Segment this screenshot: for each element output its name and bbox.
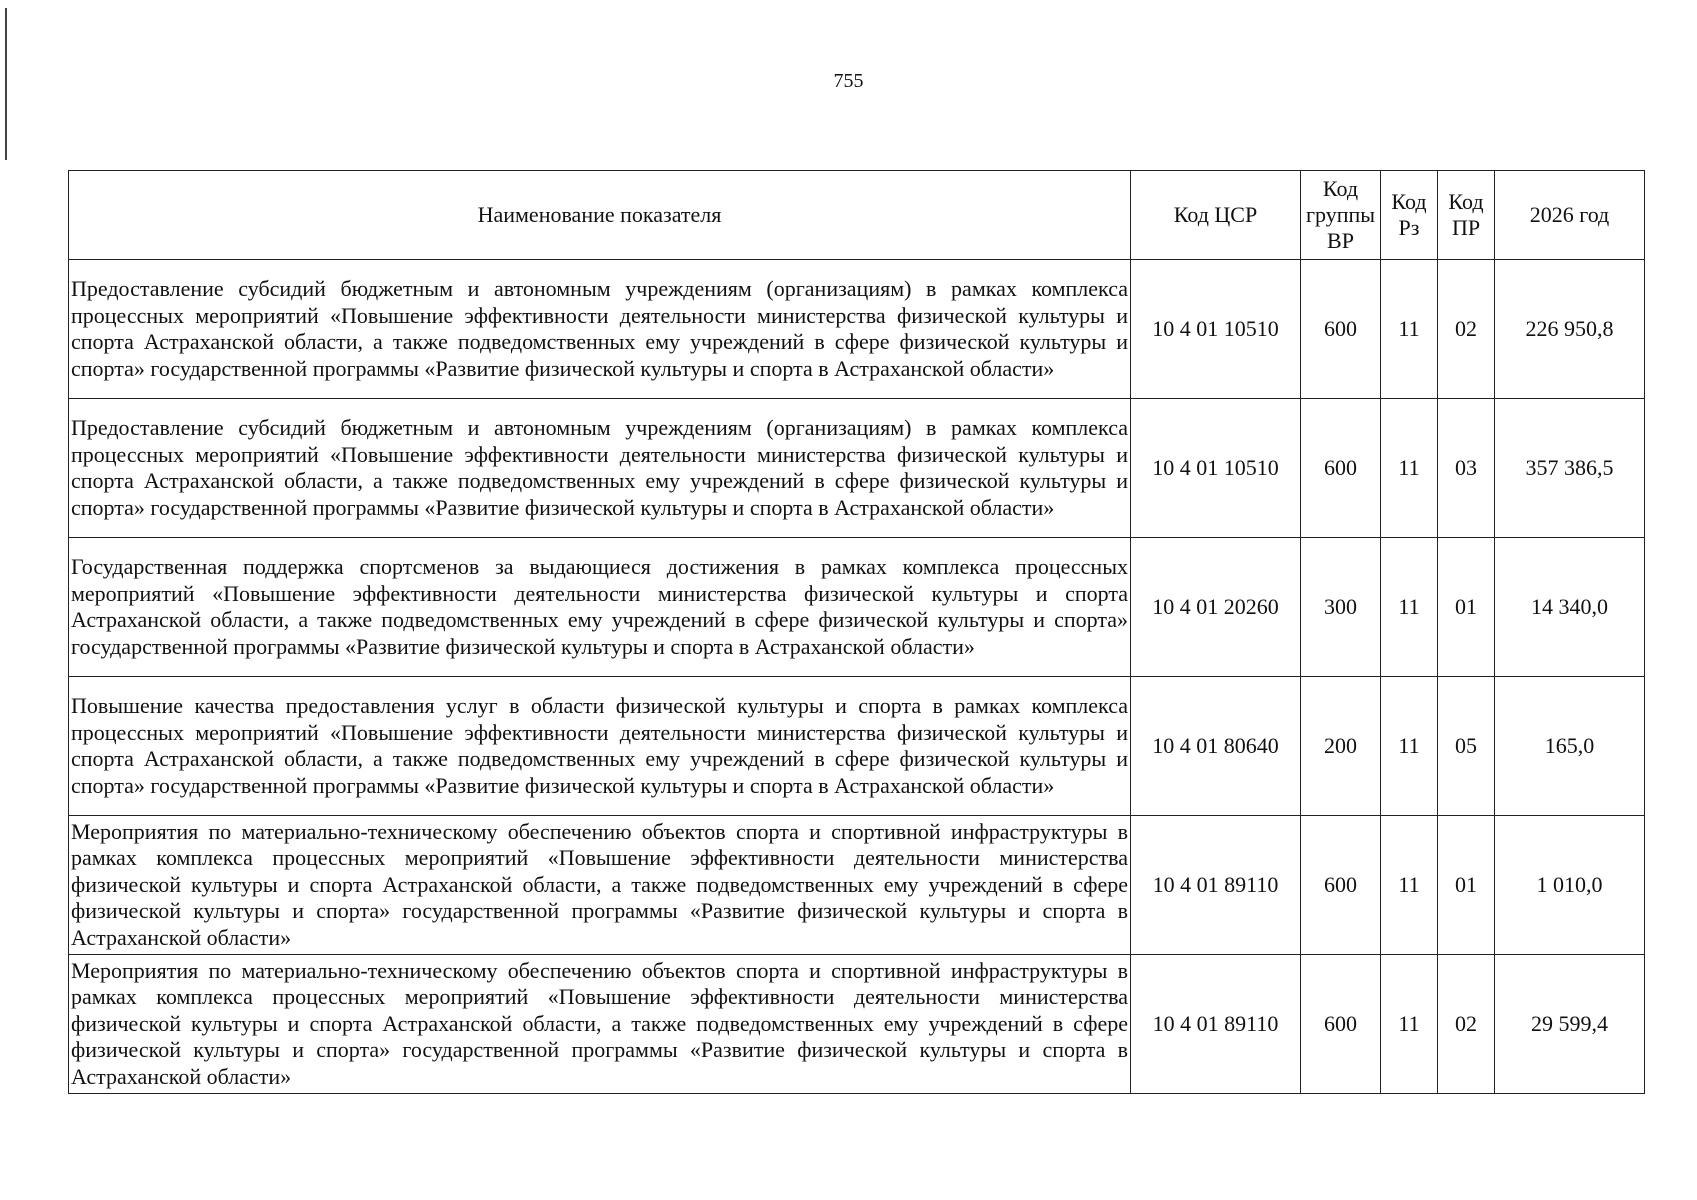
row-rz-code: 11 (1381, 538, 1438, 677)
row-rz-code: 11 (1381, 955, 1438, 1094)
table-row (69, 399, 1645, 538)
header-vr-group-code: Код группы ВР (1301, 171, 1381, 260)
row-amount: 226 950,8 (1495, 260, 1645, 399)
row-csr-code: 10 4 01 10510 (1131, 260, 1301, 399)
row-vr-code: 600 (1301, 955, 1381, 1094)
header-pr-code: Код ПР (1438, 171, 1495, 260)
row-vr-code: 600 (1301, 260, 1381, 399)
table-row (69, 816, 1645, 955)
row-vr-code: 200 (1301, 677, 1381, 816)
row-pr-code: 03 (1438, 399, 1495, 538)
row-name: Предоставление субсидий бюджетным и автономным учреждениям (организациям) в рамках комплекса процессных мероприятий «Повышение эффективности деятельности министерства физической культуры и спорта Астраханской области, а также подведомственных ему учреждений в сфере физической культуры и спорта» государственной программы «Развитие физической культуры и спорта в Астраханской области» (69, 399, 1131, 538)
row-vr-code: 600 (1301, 399, 1381, 538)
header-name: Наименование показателя (69, 171, 1131, 260)
header-csr-code: Код ЦСР (1131, 171, 1301, 260)
row-name: Повышение качества предоставления услуг в области физической культуры и спорта в рамках комплекса процессных мероприятий «Повышение эффективности деятельности министерства физической культуры и спорта Астраханской области, а также подведомственных ему учреждений в сфере физической культуры и спорта» государственной программы «Развитие физической культуры и спорта в Астраханской области» (69, 677, 1131, 816)
row-rz-code: 11 (1381, 677, 1438, 816)
row-pr-code: 01 (1438, 538, 1495, 677)
row-csr-code: 10 4 01 10510 (1131, 399, 1301, 538)
header-rz-code: Код Рз (1381, 171, 1438, 260)
row-name: Мероприятия по материально-техническому обеспечению объектов спорта и спортивной инфраструктуры в рамках комплекса процессных мероприятий «Повышение эффективности деятельности министерства физической культуры и спорта Астраханской области, а также подведомственных ему учреждений в сфере физической культуры и спорта» государственной программы «Развитие физической культуры и спорта в Астраханской области» (69, 816, 1131, 955)
row-amount: 14 340,0 (1495, 538, 1645, 677)
table-row (69, 260, 1645, 399)
page-number: 755 (833, 70, 864, 92)
row-amount: 1 010,0 (1495, 816, 1645, 955)
budget-table (68, 170, 1645, 1094)
row-csr-code: 10 4 01 89110 (1131, 955, 1301, 1094)
row-csr-code: 10 4 01 80640 (1131, 677, 1301, 816)
row-vr-code: 300 (1301, 538, 1381, 677)
row-pr-code: 05 (1438, 677, 1495, 816)
row-rz-code: 11 (1381, 260, 1438, 399)
row-amount: 357 386,5 (1495, 399, 1645, 538)
table-row (69, 677, 1645, 816)
header-year-2026: 2026 год (1495, 171, 1645, 260)
table-header-row (69, 171, 1645, 260)
row-pr-code: 02 (1438, 260, 1495, 399)
table-row (69, 538, 1645, 677)
row-rz-code: 11 (1381, 399, 1438, 538)
row-pr-code: 02 (1438, 955, 1495, 1094)
row-csr-code: 10 4 01 89110 (1131, 816, 1301, 955)
row-vr-code: 600 (1301, 816, 1381, 955)
row-pr-code: 01 (1438, 816, 1495, 955)
row-csr-code: 10 4 01 20260 (1131, 538, 1301, 677)
row-name: Предоставление субсидий бюджетным и автономным учреждениям (организациям) в рамках комплекса процессных мероприятий «Повышение эффективности деятельности министерства физической культуры и спорта Астраханской области, а также подведомственных ему учреждений в сфере физической культуры и спорта» государственной программы «Развитие физической культуры и спорта в Астраханской области» (69, 260, 1131, 399)
row-name: Мероприятия по материально-техническому обеспечению объектов спорта и спортивной инфраструктуры в рамках комплекса процессных мероприятий «Повышение эффективности деятельности министерства физической культуры и спорта Астраханской области, а также подведомственных ему учреждений в сфере физической культуры и спорта» государственной программы «Развитие физической культуры и спорта в Астраханской области» (69, 955, 1131, 1094)
row-amount: 165,0 (1495, 677, 1645, 816)
table-row (69, 955, 1645, 1094)
row-amount: 29 599,4 (1495, 955, 1645, 1094)
row-rz-code: 11 (1381, 816, 1438, 955)
row-name: Государственная поддержка спортсменов за выдающиеся достижения в рамках комплекса процессных мероприятий «Повышение эффективности деятельности министерства физической культуры и спорта Астраханской области, а также подведомственных ему учреждений в сфере физической культуры и спорта» государственной программы «Развитие физической культуры и спорта в Астраханской области» (69, 538, 1131, 677)
